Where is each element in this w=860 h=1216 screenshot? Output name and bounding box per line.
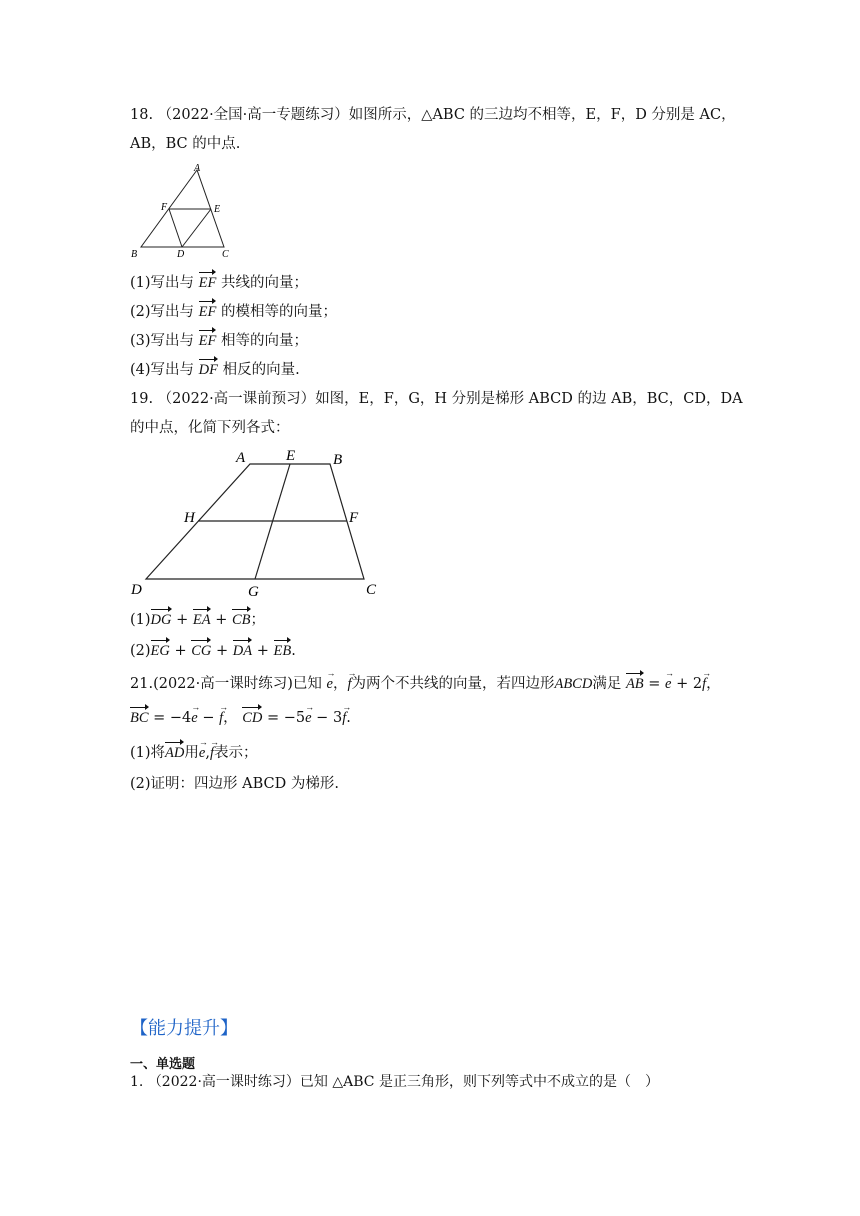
- q21-ab-rhs-coef: 2: [692, 676, 703, 692]
- q18-sub4-prefix: (4)写出与: [130, 362, 195, 378]
- q19-sub2-term4: EB: [274, 639, 292, 661]
- q18-line1: [130, 105, 736, 125]
- q21-cd-rhs-coef: −5: [283, 710, 306, 726]
- q19-trapezoid-figure: [128, 442, 388, 602]
- q18-stem-line2: AB，BC 的中点.: [130, 136, 241, 152]
- q21-bc-rhs-coef: −4: [169, 710, 192, 726]
- q18-sub2-vector: EF: [199, 300, 217, 322]
- q1-stem: 已知 △ABC 是正三角形，则下列等式中不成立的是（ ）: [299, 1074, 659, 1090]
- q18-sub1-vector: EF: [199, 271, 217, 293]
- q19-label-g: G: [248, 584, 259, 600]
- q18-label-f: F: [161, 202, 168, 213]
- q19-label-h: H: [184, 510, 195, 526]
- q21-number: 21.: [130, 676, 154, 692]
- q18-label-e: E: [214, 204, 221, 215]
- q18-triangle-figure: [128, 160, 243, 264]
- q21-sub1-vector: AD: [165, 741, 184, 763]
- q19-sub1-term2: EA: [193, 608, 211, 630]
- q19-line1: [130, 389, 743, 409]
- q19-sub2: (2)EG + CG + DA + EB.: [130, 639, 296, 661]
- q1-source: （2022·高一课时练习）: [147, 1074, 300, 1090]
- q21-vector-bc: BC: [130, 706, 149, 728]
- q18-sub4: [130, 358, 300, 380]
- q21-cd-rhs-e: → e: [305, 708, 311, 728]
- q18-sub4-vector: DF: [199, 358, 218, 380]
- q21-cd-rhs-coef2: 3: [332, 710, 343, 726]
- q21-stem-b: 为两个不共线的向量，若四边形: [351, 676, 555, 692]
- q18-label-d: D: [177, 249, 185, 260]
- q19-number: 19.: [130, 391, 154, 407]
- q21-stem-c: 满足: [592, 676, 622, 692]
- q18-sub1: [130, 271, 308, 293]
- q18-stem-line1: 如图所示，△ABC 的三边均不相等，E，F，D 分别是 AC，: [348, 107, 736, 123]
- q19-sub2-term1: EG: [151, 639, 170, 661]
- q19-label-b: B: [333, 452, 343, 468]
- q19-sub2-label: (2): [130, 643, 151, 659]
- q21-cd-rhs-f: → f: [342, 708, 346, 728]
- q19-sub2-term3: DA: [233, 639, 252, 661]
- q21-quad-name: ABCD: [554, 676, 593, 692]
- q21-sub1-f: → f: [210, 743, 214, 763]
- q19-stem-line1: 如图，E，F，G，H 分别是梯形 ABCD 的边 AB，BC，CD，DA: [315, 391, 743, 407]
- q19-sub1-term1: DG: [151, 608, 172, 630]
- q18-number: 18.: [130, 107, 154, 123]
- q18-sub3: [130, 329, 308, 351]
- q19-sub2-end: .: [291, 643, 296, 659]
- q18-sub3-suffix: 相等的向量；: [220, 333, 308, 349]
- q21-sub1-e: → e: [199, 743, 205, 763]
- q1-line: [130, 1072, 659, 1092]
- q19-label-e: E: [286, 448, 296, 464]
- q19-label-c: C: [366, 582, 377, 598]
- q19-label-a: A: [236, 450, 246, 466]
- q18-label-a: A: [194, 163, 201, 174]
- q21-sub1: (1)将AD用→ e,→ f表示；: [130, 741, 257, 763]
- q18-sub3-vector: EF: [199, 329, 217, 351]
- q19-sub2-term2: CG: [191, 639, 211, 661]
- section-subtitle: 一、单选题: [130, 1057, 196, 1072]
- q21-vector-cd: CD: [242, 706, 262, 728]
- q21-sub1-prefix: (1)将: [130, 745, 166, 761]
- q19-sub1-term3: CB: [232, 608, 251, 630]
- q21-bc-rhs-f: → f: [219, 708, 223, 728]
- q19-sub1: (1)DG + EA + CB；: [130, 608, 265, 630]
- q19-source: （2022·高一课前预习）: [157, 391, 316, 407]
- q19-sub1-end: ；: [250, 612, 265, 628]
- q21-vector-f: → f: [347, 674, 351, 694]
- q21-ab-rhs-f: → f: [702, 674, 706, 694]
- q21-line2: BC = −4→ e − → f， CD = −5→ e − 3→ f.: [130, 706, 351, 728]
- q18-label-b: B: [131, 249, 138, 260]
- q21-line1: 21.(2022·高一课时练习)已知 → e，→ f为两个不共线的向量，若四边形ABCD满足 AB = → e + 2→ f，: [130, 672, 721, 694]
- q18-sub4-suffix: 相反的向量.: [222, 362, 300, 378]
- section-title: 【能力提升】: [130, 1018, 238, 1039]
- q19-label-d: D: [131, 582, 142, 598]
- q21-sub1-suffix: 表示；: [213, 745, 258, 761]
- q21-source: (2022·高一课时练习): [153, 676, 293, 692]
- q18-source: （2022·全国·高一专题练习）: [157, 107, 349, 123]
- q1-number: 1.: [130, 1074, 144, 1090]
- q21-sub2: (2)证明：四边形 ABCD 为梯形.: [130, 776, 339, 792]
- q18-sub2-suffix: 的模相等的向量；: [220, 304, 337, 320]
- q19-stem-line2: 的中点，化简下列各式：: [130, 420, 290, 436]
- q18-sub3-prefix: (3)写出与: [130, 333, 195, 349]
- q21-sub1-mid: 用: [184, 745, 199, 761]
- q18-sub2: [130, 300, 337, 322]
- q21-ab-rhs-e: → e: [665, 674, 671, 694]
- q21-vector-e: → e: [327, 674, 333, 694]
- q19-label-f: F: [349, 510, 359, 526]
- q19-sub1-label: (1): [130, 612, 151, 628]
- q18-sub1-suffix: 共线的向量；: [220, 275, 308, 291]
- q18-label-c: C: [222, 249, 229, 260]
- q18-sub2-prefix: (2)写出与: [130, 304, 195, 320]
- q21-stem-a: 已知: [292, 676, 322, 692]
- q21-vector-ab: AB: [626, 672, 644, 694]
- q21-bc-rhs-e: → e: [191, 708, 197, 728]
- q18-sub1-prefix: (1)写出与: [130, 275, 195, 291]
